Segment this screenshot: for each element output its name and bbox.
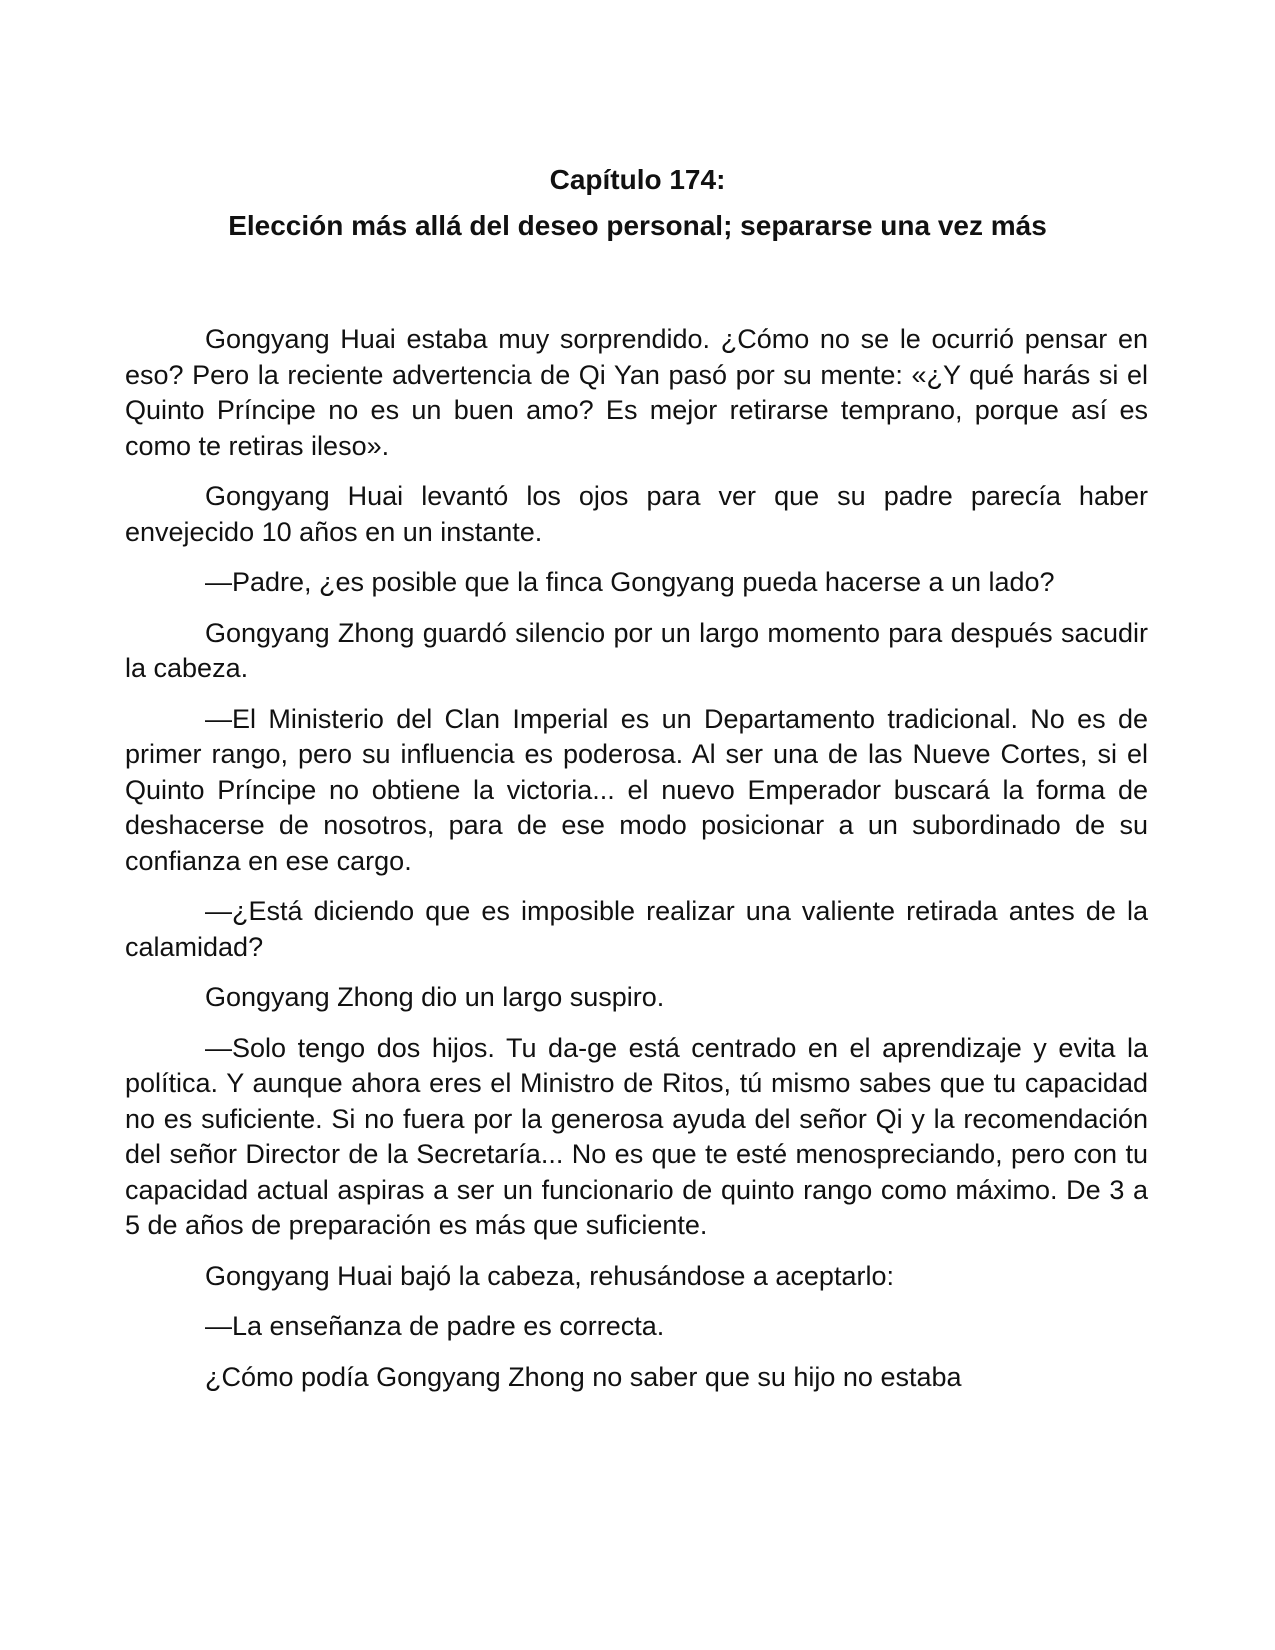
chapter-body bbox=[125, 322, 1148, 1410]
paragraph: —El Ministerio del Clan Imperial es un Departamento tradicional. No es de primer rango, pero su influencia es poderosa. Al ser una de las Nueve Cortes, si el Quinto Príncipe no obtiene la victoria... el nuevo Emperador buscará la forma de deshacerse de nosotros, para de ese modo posicionar a un subordinado de su confianza en ese cargo. bbox=[125, 703, 1148, 876]
paragraph: —Solo tengo dos hijos. Tu da-ge está centrado en el aprendizaje y evita la política. Y aunque ahora eres el Ministro de Ritos, tú mismo sabes que tu capacidad no es suficiente. Si no fuera por la generosa ayuda del señor Qi y la recomendación del señor Director de la Secretaría... No es que te esté menospreciando, pero con tu capacidad actual aspiras a ser un funcionario de quinto rango como máximo. De 3 a 5 de años de preparación es más que suficiente. bbox=[125, 1032, 1148, 1240]
paragraph: ¿Cómo podía Gongyang Zhong no saber que su hijo no estaba bbox=[205, 1361, 962, 1392]
paragraph: Gongyang Huai levantó los ojos para ver que su padre parecía haber envejecido 10 años en un instante. bbox=[125, 481, 1148, 547]
paragraph: Gongyang Huai bajó la cabeza, rehusándose a aceptarlo: bbox=[205, 1260, 894, 1291]
chapter-heading bbox=[0, 163, 1275, 243]
paragraph: —La enseñanza de padre es correcta. bbox=[205, 1311, 665, 1341]
chapter-subtitle: Elección más allá del deseo personal; separarse una vez más bbox=[228, 210, 1047, 241]
paragraph: —¿Está diciendo que es imposible realizar una valiente retirada antes de la calamidad? bbox=[125, 896, 1148, 962]
paragraph: Gongyang Zhong guardó silencio por un largo momento para después sacudir la cabeza. bbox=[125, 617, 1148, 683]
paragraph: —Padre, ¿es posible que la finca Gongyang pueda hacerse a un lado? bbox=[205, 567, 1055, 597]
paragraph: Gongyang Zhong dio un largo suspiro. bbox=[205, 982, 665, 1012]
paragraph: Gongyang Huai estaba muy sorprendido. ¿Cómo no se le ocurrió pensar en eso? Pero la reciente advertencia de Qi Yan pasó por su mente: «¿Y qué harás si el Quinto Príncipe no es un buen amo? Es mejor retirarse temprano, porque así es como te retiras ileso». bbox=[125, 324, 1148, 461]
chapter-title: Capítulo 174: bbox=[549, 164, 726, 195]
